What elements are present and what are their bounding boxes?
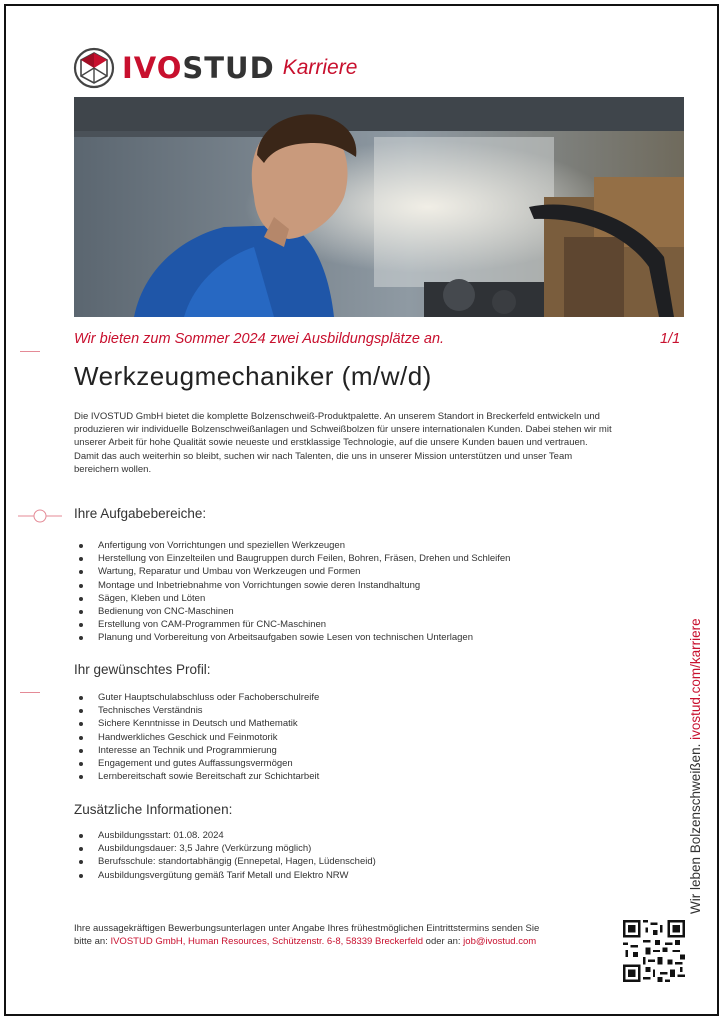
qr-code-icon[interactable] — [623, 920, 685, 982]
brand-rest: STUD — [182, 51, 275, 85]
footer-mid: oder an: — [423, 936, 464, 948]
list-item: Ausbildungsstart: 01.08. 2024 — [74, 829, 376, 842]
offer-headline: Wir bieten zum Sommer 2024 zwei Ausbildungsplätze an. — [74, 331, 445, 347]
info-list — [74, 829, 376, 882]
list-item: Sichere Kenntnisse in Deutsch und Mathematik — [74, 717, 319, 730]
footer-line — [74, 935, 594, 948]
side-slogan — [688, 618, 703, 914]
list-item: Interesse an Technik und Programmierung — [74, 744, 319, 757]
list-item: Technisches Verständnis — [74, 704, 319, 717]
job-posting-page — [4, 4, 719, 1016]
intro-paragraph: Damit das auch weiterhin so bleibt, suchen wir nach Talenten, die uns in unserer Mission unterstützen und unser Team bereichern wollen. — [74, 450, 573, 475]
footer-line: Ihre aussagekräftigen Bewerbungsunterlagen unter Angabe Ihres frühestmöglichen Eintrittstermins senden Sie — [74, 923, 540, 934]
brand-subtitle: Karriere — [282, 56, 358, 79]
profile-list — [74, 691, 319, 783]
list-item: Anfertigung von Vorrichtungen und speziellen Werkzeugen — [74, 539, 510, 552]
page-number: 1/1 — [660, 331, 681, 347]
footer-prefix: bitte an: — [74, 936, 111, 948]
fold-mark-icon — [18, 508, 62, 524]
list-item: Bedienung von CNC-Maschinen — [74, 605, 510, 618]
slogan-text: Wir leben Bolzenschweißen. — [688, 739, 703, 914]
page-title: Werkzeugmechaniker (m/w/d) — [74, 361, 432, 391]
list-item: Lernbereitschaft sowie Bereitschaft zur Schichtarbeit — [74, 770, 319, 783]
list-item: Planung und Vorbereitung von Arbeitsaufgaben sowie Lesen von technischen Unterlagen — [74, 631, 510, 644]
margin-mark — [20, 692, 40, 693]
career-url-link[interactable]: ivostud.com/karriere — [688, 618, 703, 740]
list-item: Berufsschule: standortabhängig (Ennepetal, Hagen, Lüdenscheid) — [74, 855, 376, 868]
list-item: Sägen, Kleben und Löten — [74, 592, 510, 605]
profile-heading: Ihr gewünschtes Profil: — [74, 662, 211, 677]
list-item: Ausbildungsdauer: 3,5 Jahre (Verkürzung möglich) — [74, 842, 376, 855]
contact-email-link[interactable]: job@ivostud.com — [463, 936, 537, 948]
intro-text — [74, 410, 614, 476]
info-heading: Zusätzliche Informationen: — [74, 802, 233, 817]
tasks-heading: Ihre Aufgabebereiche: — [74, 506, 207, 521]
list-item: Guter Hauptschulabschluss oder Fachoberschulreife — [74, 691, 319, 704]
hero-photo — [74, 97, 684, 317]
brand-name — [122, 51, 275, 85]
intro-paragraph: Die IVOSTUD GmbH bietet die komplette Bolzenschweiß-Produktpalette. An unserem Standort in Breckerfeld entwickeln und produzieren wir individuelle Bolzenschweißanlagen und Schweißbolzen für unsere internationalen Kunden. Dabei stehen wir mit unserer Arbeit für hohe Qualität sowie neueste und erstklassige Technologie, auf die unsere Kunden bauen und vertrauen. — [74, 411, 612, 449]
brand-accent: IVO — [122, 51, 183, 85]
list-item: Engagement und gutes Auffassungsvermögen — [74, 757, 319, 770]
ivostud-logo — [72, 46, 357, 90]
list-item: Montage und Inbetriebnahme von Vorrichtungen sowie deren Instandhaltung — [74, 579, 510, 592]
list-item: Handwerkliches Geschick und Feinmotorik — [74, 731, 319, 744]
application-footer — [74, 922, 594, 948]
margin-mark — [20, 351, 40, 352]
list-item: Wartung, Reparatur und Umbau von Werkzeugen und Formen — [74, 565, 510, 578]
company-address: IVOSTUD GmbH, Human Resources, Schützenstr. 6-8, 58339 Breckerfeld — [110, 936, 424, 948]
list-item: Erstellung von CAM-Programmen für CNC-Maschinen — [74, 618, 510, 631]
ivostud-logo-icon — [72, 46, 116, 90]
tasks-list — [74, 539, 510, 645]
list-item: Ausbildungsvergütung gemäß Tarif Metall und Elektro NRW — [74, 869, 376, 882]
list-item: Herstellung von Einzelteilen und Baugruppen durch Feilen, Bohren, Fräsen, Drehen und Schleifen — [74, 552, 510, 565]
